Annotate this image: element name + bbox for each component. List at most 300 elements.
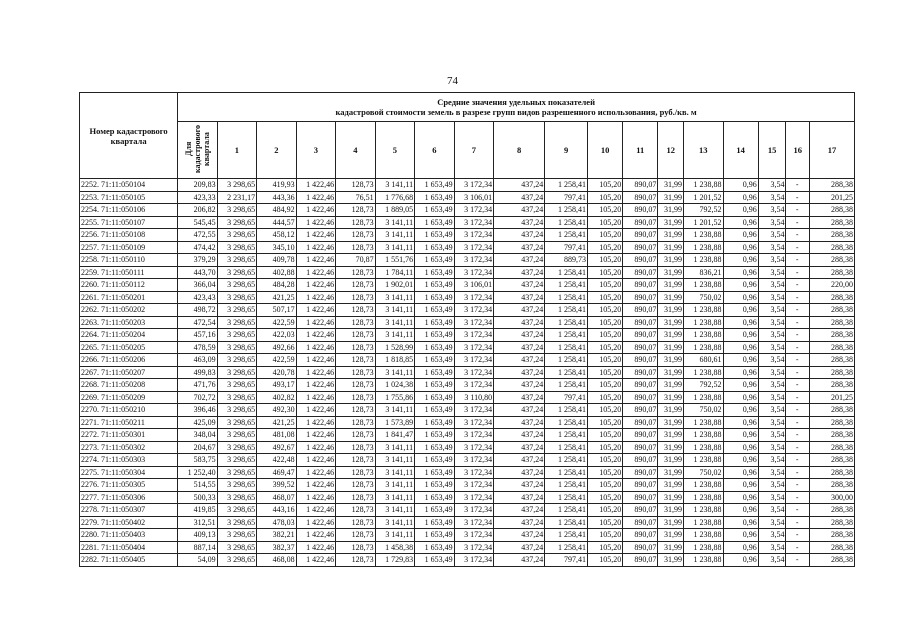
value-cell: 437,24 <box>494 204 545 217</box>
value-cell: 3 298,65 <box>217 329 256 342</box>
value-cell: 3 172,34 <box>454 416 493 429</box>
table-row <box>80 479 855 492</box>
value-cell: 1 784,11 <box>375 266 414 279</box>
value-cell: 0,96 <box>723 241 758 254</box>
value-cell: 3,54 <box>758 391 786 404</box>
value-cell: 288,38 <box>809 516 854 529</box>
value-cell: 3,54 <box>758 216 786 229</box>
value-cell: 3,54 <box>758 504 786 517</box>
value-cell: 1 653,49 <box>415 179 454 192</box>
value-cell: 31,99 <box>658 366 684 379</box>
value-cell: 3 298,65 <box>217 416 256 429</box>
value-cell: 206,82 <box>178 204 217 217</box>
value-cell: 3 298,65 <box>217 229 256 242</box>
value-cell: 105,20 <box>587 429 622 442</box>
value-cell: 105,20 <box>587 329 622 342</box>
value-cell: 3 298,65 <box>217 279 256 292</box>
group-number-header: 7 <box>454 122 493 179</box>
value-cell: 105,20 <box>587 491 622 504</box>
value-cell: 1 238,88 <box>684 416 723 429</box>
value-cell: 3 141,11 <box>375 404 414 417</box>
value-cell: 1 422,46 <box>296 216 335 229</box>
value-cell: 31,99 <box>658 529 684 542</box>
value-cell: 1 422,46 <box>296 529 335 542</box>
value-cell: 0,96 <box>723 304 758 317</box>
value-cell: 472,54 <box>178 316 217 329</box>
value-cell: 0,96 <box>723 541 758 554</box>
value-cell: 1 422,46 <box>296 379 335 392</box>
value-cell: 128,73 <box>336 554 375 567</box>
value-cell: 423,43 <box>178 291 217 304</box>
table-row <box>80 441 855 454</box>
group-number-header: 14 <box>723 122 758 179</box>
value-cell: 105,20 <box>587 204 622 217</box>
value-cell: 105,20 <box>587 479 622 492</box>
value-cell: 0,96 <box>723 316 758 329</box>
value-cell: - <box>786 204 809 217</box>
value-cell: 348,04 <box>178 429 217 442</box>
quarter-number-cell: 2254. 71:11:050106 <box>80 204 178 217</box>
value-cell: 204,67 <box>178 441 217 454</box>
value-cell: 128,73 <box>336 366 375 379</box>
value-cell: 484,92 <box>257 204 296 217</box>
value-cell: 31,99 <box>658 241 684 254</box>
value-cell: 1 653,49 <box>415 291 454 304</box>
value-cell: 31,99 <box>658 216 684 229</box>
quarter-avg-column-header <box>178 122 217 179</box>
value-cell: 437,24 <box>494 441 545 454</box>
value-cell: 1 422,46 <box>296 191 335 204</box>
value-cell: 1 653,49 <box>415 516 454 529</box>
value-cell: 288,38 <box>809 404 854 417</box>
value-cell: 1 776,68 <box>375 191 414 204</box>
value-cell: 1 238,88 <box>684 329 723 342</box>
quarter-number-cell: 2270. 71:11:050210 <box>80 404 178 417</box>
value-cell: 1 653,49 <box>415 441 454 454</box>
value-cell: 1 653,49 <box>415 229 454 242</box>
value-cell: 1 422,46 <box>296 204 335 217</box>
value-cell: 474,42 <box>178 241 217 254</box>
value-cell: 1 653,49 <box>415 254 454 267</box>
value-cell: 128,73 <box>336 541 375 554</box>
value-cell: 31,99 <box>658 429 684 442</box>
value-cell: 3 298,65 <box>217 429 256 442</box>
table-row <box>80 416 855 429</box>
value-cell: 1 238,88 <box>684 479 723 492</box>
value-cell: 3 141,11 <box>375 216 414 229</box>
quarter-number-cell: 2268. 71:11:050208 <box>80 379 178 392</box>
value-cell: 437,24 <box>494 304 545 317</box>
value-cell: 1 238,88 <box>684 504 723 517</box>
value-cell: - <box>786 441 809 454</box>
value-cell: 31,99 <box>658 416 684 429</box>
quarter-avg-label: Для кадастрового квартала <box>183 124 211 174</box>
value-cell: 1 238,88 <box>684 279 723 292</box>
value-cell: 288,38 <box>809 291 854 304</box>
value-cell: 1 422,46 <box>296 266 335 279</box>
value-cell: 3 298,65 <box>217 491 256 504</box>
value-cell: 399,52 <box>257 479 296 492</box>
value-cell: 750,02 <box>684 466 723 479</box>
value-cell: 492,66 <box>257 341 296 354</box>
table-row <box>80 429 855 442</box>
value-cell: 890,07 <box>623 341 658 354</box>
value-cell: 890,07 <box>623 441 658 454</box>
value-cell: 128,73 <box>336 516 375 529</box>
value-cell: 1 258,41 <box>545 366 588 379</box>
value-cell: 31,99 <box>658 391 684 404</box>
value-cell: 890,07 <box>623 216 658 229</box>
value-cell: 478,59 <box>178 341 217 354</box>
value-cell: 3 141,11 <box>375 504 414 517</box>
value-cell: 3 141,11 <box>375 479 414 492</box>
quarter-number-cell: 2261. 71:11:050201 <box>80 291 178 304</box>
value-cell: 105,20 <box>587 454 622 467</box>
value-cell: 3 172,34 <box>454 304 493 317</box>
value-cell: - <box>786 291 809 304</box>
value-cell: 3 106,01 <box>454 279 493 292</box>
quarter-number-cell: 2275. 71:11:050304 <box>80 466 178 479</box>
value-cell: 492,30 <box>257 404 296 417</box>
value-cell: 3 172,34 <box>454 429 493 442</box>
value-cell: 3 141,11 <box>375 316 414 329</box>
value-cell: 3,54 <box>758 254 786 267</box>
value-cell: 3,54 <box>758 229 786 242</box>
value-cell: 1 422,46 <box>296 491 335 504</box>
table-row <box>80 529 855 542</box>
quarter-number-cell: 2274. 71:11:050303 <box>80 454 178 467</box>
value-cell: 3,54 <box>758 366 786 379</box>
value-cell: 1 422,46 <box>296 304 335 317</box>
value-cell: 1 238,88 <box>684 429 723 442</box>
value-cell: 1 653,49 <box>415 266 454 279</box>
group-number-header: 6 <box>415 122 454 179</box>
value-cell: 890,07 <box>623 366 658 379</box>
value-cell: 31,99 <box>658 191 684 204</box>
value-cell: 288,38 <box>809 366 854 379</box>
group-number-header: 15 <box>758 122 786 179</box>
value-cell: 1 238,88 <box>684 541 723 554</box>
table-row <box>80 379 855 392</box>
value-cell: 3 172,34 <box>454 366 493 379</box>
value-cell: 437,24 <box>494 391 545 404</box>
value-cell: 1 238,88 <box>684 491 723 504</box>
value-cell: 498,72 <box>178 304 217 317</box>
quarter-number-cell: 2253. 71:11:050105 <box>80 191 178 204</box>
value-cell: 0,96 <box>723 479 758 492</box>
quarter-number-cell: 2263. 71:11:050203 <box>80 316 178 329</box>
value-cell: 890,07 <box>623 454 658 467</box>
value-cell: 128,73 <box>336 354 375 367</box>
table-row <box>80 466 855 479</box>
value-cell: - <box>786 516 809 529</box>
value-cell: 3 141,11 <box>375 454 414 467</box>
table-row <box>80 554 855 567</box>
value-cell: 890,07 <box>623 516 658 529</box>
table-row <box>80 204 855 217</box>
value-cell: 457,16 <box>178 329 217 342</box>
value-cell: 890,07 <box>623 404 658 417</box>
value-cell: 3,54 <box>758 454 786 467</box>
value-cell: - <box>786 529 809 542</box>
value-cell: 1 818,85 <box>375 354 414 367</box>
quarter-number-cell: 2276. 71:11:050305 <box>80 479 178 492</box>
quarter-number-cell: 2264. 71:11:050204 <box>80 329 178 342</box>
value-cell: 382,37 <box>257 541 296 554</box>
value-cell: 3,54 <box>758 479 786 492</box>
value-cell: 1 422,46 <box>296 504 335 517</box>
value-cell: 128,73 <box>336 266 375 279</box>
value-cell: 105,20 <box>587 304 622 317</box>
table-row <box>80 491 855 504</box>
value-cell: - <box>786 329 809 342</box>
value-cell: 437,24 <box>494 379 545 392</box>
value-cell: 31,99 <box>658 504 684 517</box>
value-cell: 437,24 <box>494 504 545 517</box>
value-cell: 797,41 <box>545 554 588 567</box>
value-cell: 499,83 <box>178 366 217 379</box>
value-cell: 437,24 <box>494 429 545 442</box>
value-cell: 1 422,46 <box>296 429 335 442</box>
value-cell: 3,54 <box>758 191 786 204</box>
value-cell: 128,73 <box>336 416 375 429</box>
value-cell: 1 258,41 <box>545 291 588 304</box>
value-cell: 1 422,46 <box>296 554 335 567</box>
value-cell: 437,24 <box>494 516 545 529</box>
value-cell: 31,99 <box>658 454 684 467</box>
value-cell: 105,20 <box>587 229 622 242</box>
value-cell: 3 298,65 <box>217 266 256 279</box>
value-cell: 31,99 <box>658 266 684 279</box>
value-cell: 702,72 <box>178 391 217 404</box>
table-row <box>80 179 855 192</box>
table-row <box>80 279 855 292</box>
value-cell: 3,54 <box>758 204 786 217</box>
quarter-number-cell: 2255. 71:11:050107 <box>80 216 178 229</box>
value-cell: 105,20 <box>587 441 622 454</box>
value-cell: 583,75 <box>178 454 217 467</box>
value-cell: 288,38 <box>809 354 854 367</box>
value-cell: 458,12 <box>257 229 296 242</box>
group-number-header: 10 <box>587 122 622 179</box>
value-cell: 1 258,41 <box>545 266 588 279</box>
quarter-number-cell: 2257. 71:11:050109 <box>80 241 178 254</box>
value-cell: 1 889,05 <box>375 204 414 217</box>
group-number-header: 2 <box>257 122 296 179</box>
table-row <box>80 241 855 254</box>
value-cell: 31,99 <box>658 491 684 504</box>
value-cell: 3 141,11 <box>375 366 414 379</box>
table-row <box>80 191 855 204</box>
value-cell: 288,38 <box>809 179 854 192</box>
value-cell: 1 422,46 <box>296 541 335 554</box>
value-cell: 1 653,49 <box>415 504 454 517</box>
value-cell: 54,09 <box>178 554 217 567</box>
value-cell: 890,07 <box>623 316 658 329</box>
value-cell: 3 298,65 <box>217 391 256 404</box>
value-cell: 1 653,49 <box>415 216 454 229</box>
value-cell: 128,73 <box>336 441 375 454</box>
value-cell: 422,48 <box>257 454 296 467</box>
value-cell: 128,73 <box>336 491 375 504</box>
value-cell: 3 110,80 <box>454 391 493 404</box>
value-cell: 3 172,34 <box>454 454 493 467</box>
value-cell: 3 298,65 <box>217 479 256 492</box>
table-row <box>80 454 855 467</box>
value-cell: - <box>786 316 809 329</box>
value-cell: 1 422,46 <box>296 341 335 354</box>
quarter-number-cell: 2271. 71:11:050211 <box>80 416 178 429</box>
value-cell: 890,07 <box>623 254 658 267</box>
value-cell: 422,59 <box>257 316 296 329</box>
value-cell: 1 653,49 <box>415 341 454 354</box>
value-cell: 1 238,88 <box>684 316 723 329</box>
value-cell: 1 258,41 <box>545 229 588 242</box>
value-cell: 105,20 <box>587 541 622 554</box>
value-cell: 1 422,46 <box>296 391 335 404</box>
value-cell: 890,07 <box>623 491 658 504</box>
quarter-number-cell: 2280. 71:11:050403 <box>80 529 178 542</box>
value-cell: 437,24 <box>494 341 545 354</box>
value-cell: 492,67 <box>257 441 296 454</box>
quarter-number-cell: 2256. 71:11:050108 <box>80 229 178 242</box>
value-cell: 1 458,38 <box>375 541 414 554</box>
value-cell: 76,51 <box>336 191 375 204</box>
value-cell: 3 172,34 <box>454 316 493 329</box>
value-cell: 468,08 <box>257 554 296 567</box>
value-cell: 128,73 <box>336 204 375 217</box>
value-cell: 3 172,34 <box>454 541 493 554</box>
value-cell: 3,54 <box>758 179 786 192</box>
value-cell: - <box>786 191 809 204</box>
value-cell: 288,38 <box>809 554 854 567</box>
value-cell: 0,96 <box>723 354 758 367</box>
value-cell: 1 238,88 <box>684 304 723 317</box>
value-cell: 0,96 <box>723 466 758 479</box>
value-cell: 437,24 <box>494 366 545 379</box>
value-cell: 1 653,49 <box>415 416 454 429</box>
value-cell: 1 024,38 <box>375 379 414 392</box>
value-cell: 1 422,46 <box>296 241 335 254</box>
value-cell: 3 172,34 <box>454 491 493 504</box>
value-cell: 345,10 <box>257 241 296 254</box>
value-cell: 3 172,34 <box>454 379 493 392</box>
value-cell: 105,20 <box>587 404 622 417</box>
value-cell: 31,99 <box>658 254 684 267</box>
value-cell: 890,07 <box>623 191 658 204</box>
value-cell: 1 653,49 <box>415 554 454 567</box>
value-cell: 105,20 <box>587 354 622 367</box>
value-cell: 437,24 <box>494 454 545 467</box>
value-cell: 366,04 <box>178 279 217 292</box>
value-cell: 422,03 <box>257 329 296 342</box>
value-cell: 437,24 <box>494 179 545 192</box>
value-cell: 484,28 <box>257 279 296 292</box>
value-cell: 1 653,49 <box>415 204 454 217</box>
value-cell: 3 298,65 <box>217 454 256 467</box>
group-title-line2: кадастровой стоимости земель в разрезе групп видов разрешенного использования, руб./кв. м <box>335 107 697 117</box>
value-cell: 1 258,41 <box>545 204 588 217</box>
group-number-header: 3 <box>296 122 335 179</box>
group-number-header: 16 <box>786 122 809 179</box>
value-cell: 1 653,49 <box>415 191 454 204</box>
value-cell: 312,51 <box>178 516 217 529</box>
value-cell: 31,99 <box>658 316 684 329</box>
value-cell: 3,54 <box>758 491 786 504</box>
value-cell: 3 298,65 <box>217 291 256 304</box>
value-cell: 3 141,11 <box>375 441 414 454</box>
value-cell: 0,96 <box>723 391 758 404</box>
value-cell: - <box>786 491 809 504</box>
value-cell: 1 238,88 <box>684 179 723 192</box>
value-cell: 288,38 <box>809 541 854 554</box>
value-cell: 0,96 <box>723 504 758 517</box>
value-cell: 409,78 <box>257 254 296 267</box>
value-cell: 0,96 <box>723 266 758 279</box>
value-cell: 437,24 <box>494 479 545 492</box>
value-cell: 1 258,41 <box>545 304 588 317</box>
value-cell: 1 258,41 <box>545 316 588 329</box>
value-cell: 128,73 <box>336 329 375 342</box>
value-cell: 437,24 <box>494 191 545 204</box>
value-cell: - <box>786 229 809 242</box>
value-cell: 437,24 <box>494 291 545 304</box>
value-cell: 469,47 <box>257 466 296 479</box>
value-cell: 1 258,41 <box>545 504 588 517</box>
value-cell: - <box>786 466 809 479</box>
value-cell: 0,96 <box>723 204 758 217</box>
value-cell: 750,02 <box>684 404 723 417</box>
value-cell: 0,96 <box>723 341 758 354</box>
value-cell: 1 653,49 <box>415 379 454 392</box>
value-cell: 128,73 <box>336 229 375 242</box>
value-cell: 1 258,41 <box>545 416 588 429</box>
value-cell: 105,20 <box>587 554 622 567</box>
cadastral-values-table <box>79 92 855 567</box>
value-cell: 31,99 <box>658 516 684 529</box>
value-cell: 0,96 <box>723 229 758 242</box>
value-cell: 288,38 <box>809 266 854 279</box>
value-cell: - <box>786 279 809 292</box>
value-cell: 3 298,65 <box>217 254 256 267</box>
value-cell: 220,00 <box>809 279 854 292</box>
value-cell: 443,36 <box>257 191 296 204</box>
value-cell: 1 653,49 <box>415 391 454 404</box>
value-cell: - <box>786 454 809 467</box>
value-cell: 1 902,01 <box>375 279 414 292</box>
quarter-number-cell: 2282. 71:11:050405 <box>80 554 178 567</box>
value-cell: 0,96 <box>723 291 758 304</box>
value-cell: 797,41 <box>545 241 588 254</box>
table-row <box>80 404 855 417</box>
value-cell: 1 422,46 <box>296 291 335 304</box>
value-cell: 3 298,65 <box>217 529 256 542</box>
value-cell: 0,96 <box>723 366 758 379</box>
value-cell: 0,96 <box>723 191 758 204</box>
value-cell: 288,38 <box>809 454 854 467</box>
value-cell: 887,14 <box>178 541 217 554</box>
value-cell: 425,09 <box>178 416 217 429</box>
value-cell: 201,25 <box>809 391 854 404</box>
value-cell: 3 141,11 <box>375 304 414 317</box>
value-cell: 3 172,34 <box>454 254 493 267</box>
value-cell: 1 258,41 <box>545 379 588 392</box>
page-number: 74 <box>447 75 458 87</box>
value-cell: 288,38 <box>809 216 854 229</box>
value-cell: 890,07 <box>623 379 658 392</box>
value-cell: 1 258,41 <box>545 279 588 292</box>
value-cell: 750,02 <box>684 291 723 304</box>
